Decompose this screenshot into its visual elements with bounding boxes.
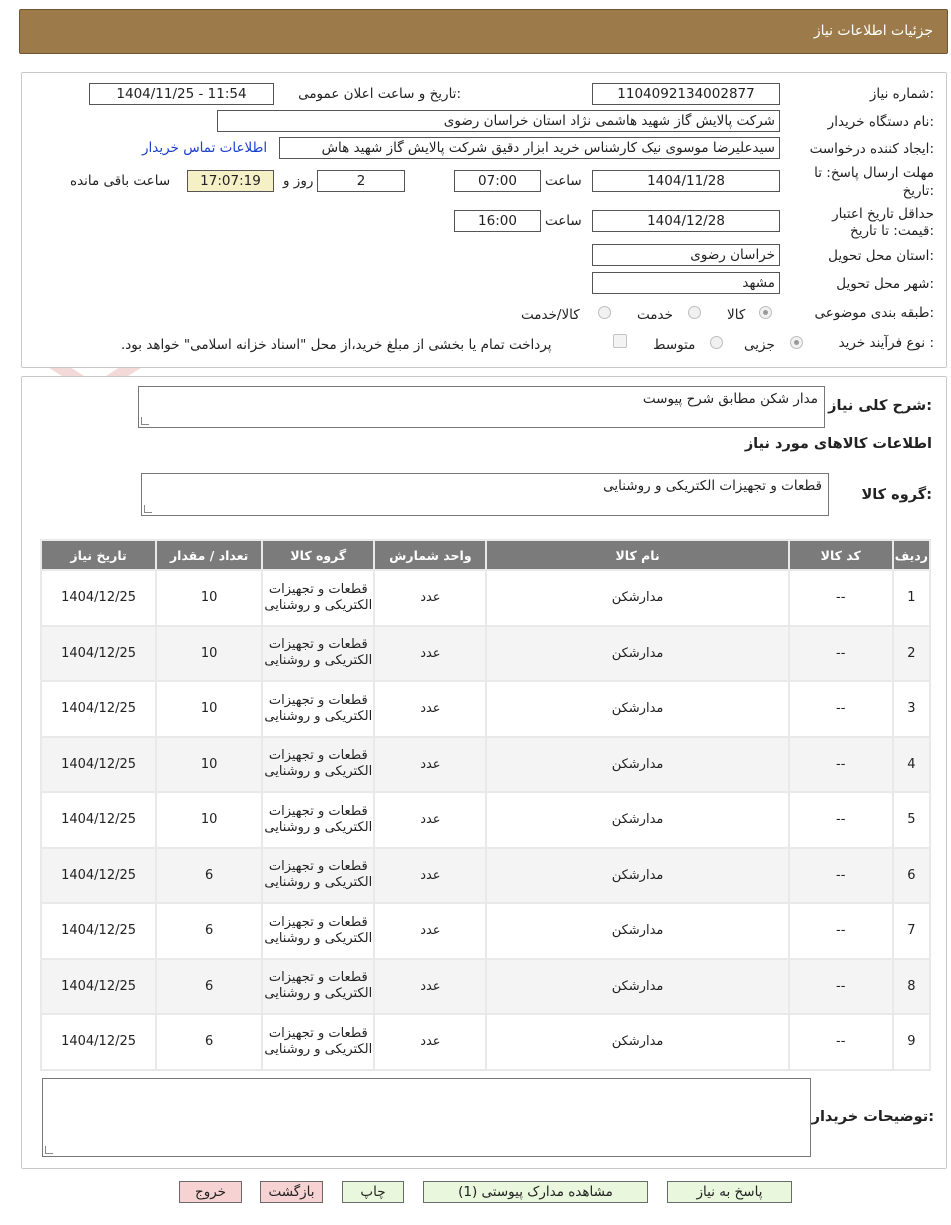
cell-item-code: -- <box>790 849 892 903</box>
remaining-time-field: 17:07:19 <box>187 170 274 192</box>
cell-item-name: مدارشکن <box>487 627 787 681</box>
buyer-org-label: نام دستگاه خریدار: <box>827 114 934 130</box>
cell-group: قطعات و تجهیزات الکتریکی و روشنایی <box>263 1015 373 1069</box>
cell-item-name: مدارشکن <box>487 960 787 1014</box>
cell-group: قطعات و تجهیزات الکتریکی و روشنایی <box>263 793 373 847</box>
deadline-time-label: ساعت <box>545 173 582 189</box>
table-row <box>42 849 929 903</box>
exit-button[interactable]: خروج <box>179 1181 242 1203</box>
col-qty-header: تعداد / مقدار <box>157 541 261 569</box>
resize-grip-icon[interactable] <box>45 1146 53 1154</box>
resize-grip-icon[interactable] <box>144 505 152 513</box>
city-label: شهر محل تحویل: <box>836 276 934 292</box>
creator-label: ایجاد کننده درخواست: <box>809 141 934 157</box>
cell-item-code: -- <box>790 960 892 1014</box>
col-name-header: نام کالا <box>487 541 787 569</box>
process-minor-label: جزیی <box>744 337 775 353</box>
resize-grip-icon[interactable] <box>141 417 149 425</box>
validity-label-2: قیمت: تا تاریخ: <box>849 223 934 239</box>
page-header <box>19 9 948 54</box>
table-row <box>42 904 929 958</box>
cell-quantity: 6 <box>157 849 261 903</box>
cell-need-date: 1404/12/25 <box>42 1015 155 1069</box>
goods-group-textarea[interactable] <box>141 473 829 516</box>
print-button[interactable]: چاپ <box>342 1181 404 1203</box>
deadline-time-field: 07:00 <box>454 170 541 192</box>
cell-need-date: 1404/12/25 <box>42 682 155 736</box>
cell-item-code: -- <box>790 1015 892 1069</box>
cell-group: قطعات و تجهیزات الکتریکی و روشنایی <box>263 960 373 1014</box>
cell-row-number: 1 <box>894 571 929 625</box>
table-row <box>42 738 929 792</box>
category-label: طبقه بندی موضوعی: <box>814 305 934 321</box>
validity-time-field: 16:00 <box>454 210 541 232</box>
deadline-label: مهلت ارسال پاسخ: تا <box>814 165 934 181</box>
need-number-field: 1104092134002877 <box>592 83 780 105</box>
cell-need-date: 1404/12/25 <box>42 904 155 958</box>
col-unit-header: واحد شمارش <box>375 541 485 569</box>
cell-unit: عدد <box>375 682 485 736</box>
cell-need-date: 1404/12/25 <box>42 627 155 681</box>
deadline-date-field: 1404/11/28 <box>592 170 780 192</box>
cell-unit: عدد <box>375 904 485 958</box>
process-minor-radio[interactable] <box>790 336 803 349</box>
province-label: استان محل تحویل: <box>828 248 934 264</box>
cell-quantity: 6 <box>157 960 261 1014</box>
cell-row-number: 9 <box>894 1015 929 1069</box>
cell-item-code: -- <box>790 627 892 681</box>
category-service-label: خدمت <box>637 307 673 323</box>
summary-text: مدار شکن مطابق شرح پیوست <box>642 391 818 407</box>
cell-unit: عدد <box>375 1015 485 1069</box>
cell-need-date: 1404/12/25 <box>42 793 155 847</box>
cell-item-code: -- <box>790 682 892 736</box>
cell-item-name: مدارشکن <box>487 1015 787 1069</box>
cell-group: قطعات و تجهیزات الکتریکی و روشنایی <box>263 904 373 958</box>
cell-group: قطعات و تجهیزات الکتریکی و روشنایی <box>263 738 373 792</box>
page-title: جزئیات اطلاعات نیاز <box>813 23 933 39</box>
buyer-notes-textarea[interactable] <box>42 1078 811 1157</box>
cell-unit: عدد <box>375 738 485 792</box>
table-row <box>42 682 929 736</box>
cell-item-name: مدارشکن <box>487 571 787 625</box>
cell-unit: عدد <box>375 849 485 903</box>
days-remaining-field: 2 <box>317 170 405 192</box>
buyer-contact-link[interactable]: اطلاعات تماس خریدار <box>142 140 268 156</box>
table-row <box>42 793 929 847</box>
days-label: روز و <box>283 173 314 189</box>
treasury-payment-checkbox[interactable] <box>613 334 627 348</box>
cell-group: قطعات و تجهیزات الکتریکی و روشنایی <box>263 849 373 903</box>
summary-label: شرح کلی نیاز: <box>828 398 932 414</box>
province-field: خراسان رضوی <box>592 244 780 266</box>
city-field: مشهد <box>592 272 780 294</box>
cell-group: قطعات و تجهیزات الکتریکی و روشنایی <box>263 627 373 681</box>
col-row-header: ردیف <box>894 541 929 569</box>
cell-item-name: مدارشکن <box>487 682 787 736</box>
back-button[interactable]: بازگشت <box>260 1181 323 1203</box>
cell-row-number: 7 <box>894 904 929 958</box>
respond-button[interactable]: پاسخ به نیاز <box>667 1181 792 1203</box>
validity-date-field: 1404/12/28 <box>592 210 780 232</box>
cell-quantity: 6 <box>157 1015 261 1069</box>
category-goods-label: کالا <box>727 307 746 323</box>
table-row <box>42 571 929 625</box>
treasury-payment-note: پرداخت تمام یا بخشی از مبلغ خرید،از محل "اسناد خزانه اسلامی" خواهد بود. <box>121 337 552 353</box>
deadline-label-2: تاریخ: <box>902 183 934 199</box>
cell-need-date: 1404/12/25 <box>42 738 155 792</box>
process-medium-label: متوسط <box>653 337 696 353</box>
cell-quantity: 10 <box>157 738 261 792</box>
cell-item-name: مدارشکن <box>487 849 787 903</box>
table-row <box>42 1015 929 1069</box>
goods-group-text: قطعات و تجهیزات الکتریکی و روشنایی <box>603 478 822 494</box>
cell-need-date: 1404/12/25 <box>42 571 155 625</box>
cell-unit: عدد <box>375 960 485 1014</box>
category-service-radio[interactable] <box>688 306 701 319</box>
cell-quantity: 6 <box>157 904 261 958</box>
need-number-label: شماره نیاز: <box>869 86 934 102</box>
cell-need-date: 1404/12/25 <box>42 849 155 903</box>
category-goods-radio[interactable] <box>759 306 772 319</box>
announce-label: تاریخ و ساعت اعلان عمومی: <box>298 86 461 102</box>
summary-textarea[interactable] <box>138 386 825 428</box>
table-row <box>42 960 929 1014</box>
cell-item-name: مدارشکن <box>487 793 787 847</box>
cell-item-name: مدارشکن <box>487 904 787 958</box>
validity-time-label: ساعت <box>545 213 582 229</box>
cell-item-code: -- <box>790 793 892 847</box>
creator-field: سیدعلیرضا موسوی نیک کارشناس خرید ابزار دقیق شرکت پالایش گاز شهید هاش <box>279 137 780 159</box>
cell-unit: عدد <box>375 627 485 681</box>
announce-field: 1404/11/25 - 11:54 <box>89 83 274 105</box>
cell-quantity: 10 <box>157 571 261 625</box>
cell-unit: عدد <box>375 793 485 847</box>
cell-row-number: 8 <box>894 960 929 1014</box>
cell-quantity: 10 <box>157 682 261 736</box>
cell-quantity: 10 <box>157 627 261 681</box>
cell-row-number: 4 <box>894 738 929 792</box>
cell-row-number: 2 <box>894 627 929 681</box>
cell-need-date: 1404/12/25 <box>42 960 155 1014</box>
cell-row-number: 5 <box>894 793 929 847</box>
goods-group-label: گروه کالا: <box>861 487 932 503</box>
col-code-header: کد کالا <box>790 541 892 569</box>
buyer-org-field: شرکت پالایش گاز شهید هاشمی نژاد استان خراسان رضوی <box>217 110 780 132</box>
cell-item-code: -- <box>790 904 892 958</box>
cell-unit: عدد <box>375 571 485 625</box>
category-goods-service-radio[interactable] <box>598 306 611 319</box>
goods-table <box>40 539 931 1071</box>
buyer-notes-label: توضیحات خریدار: <box>811 1109 934 1125</box>
col-date-header: تاریخ نیاز <box>42 541 155 569</box>
cell-item-code: -- <box>790 571 892 625</box>
remaining-label: ساعت باقی مانده <box>70 173 171 189</box>
table-header-row <box>42 541 929 569</box>
cell-row-number: 6 <box>894 849 929 903</box>
cell-item-code: -- <box>790 738 892 792</box>
view-attachments-button[interactable]: مشاهده مدارک پیوستی (1) <box>423 1181 648 1203</box>
cell-row-number: 3 <box>894 682 929 736</box>
cell-quantity: 10 <box>157 793 261 847</box>
cell-item-name: مدارشکن <box>487 738 787 792</box>
table-row <box>42 627 929 681</box>
process-medium-radio[interactable] <box>710 336 723 349</box>
cell-group: قطعات و تجهیزات الکتریکی و روشنایی <box>263 682 373 736</box>
cell-group: قطعات و تجهیزات الکتریکی و روشنایی <box>263 571 373 625</box>
validity-label: حداقل تاریخ اعتبار <box>832 206 934 222</box>
process-label: نوع فرآیند خرید : <box>838 335 934 351</box>
col-group-header: گروه کالا <box>263 541 373 569</box>
goods-section-title: اطلاعات کالاهای مورد نیاز <box>744 436 932 452</box>
category-goods-service-label: کالا/خدمت <box>521 307 580 323</box>
